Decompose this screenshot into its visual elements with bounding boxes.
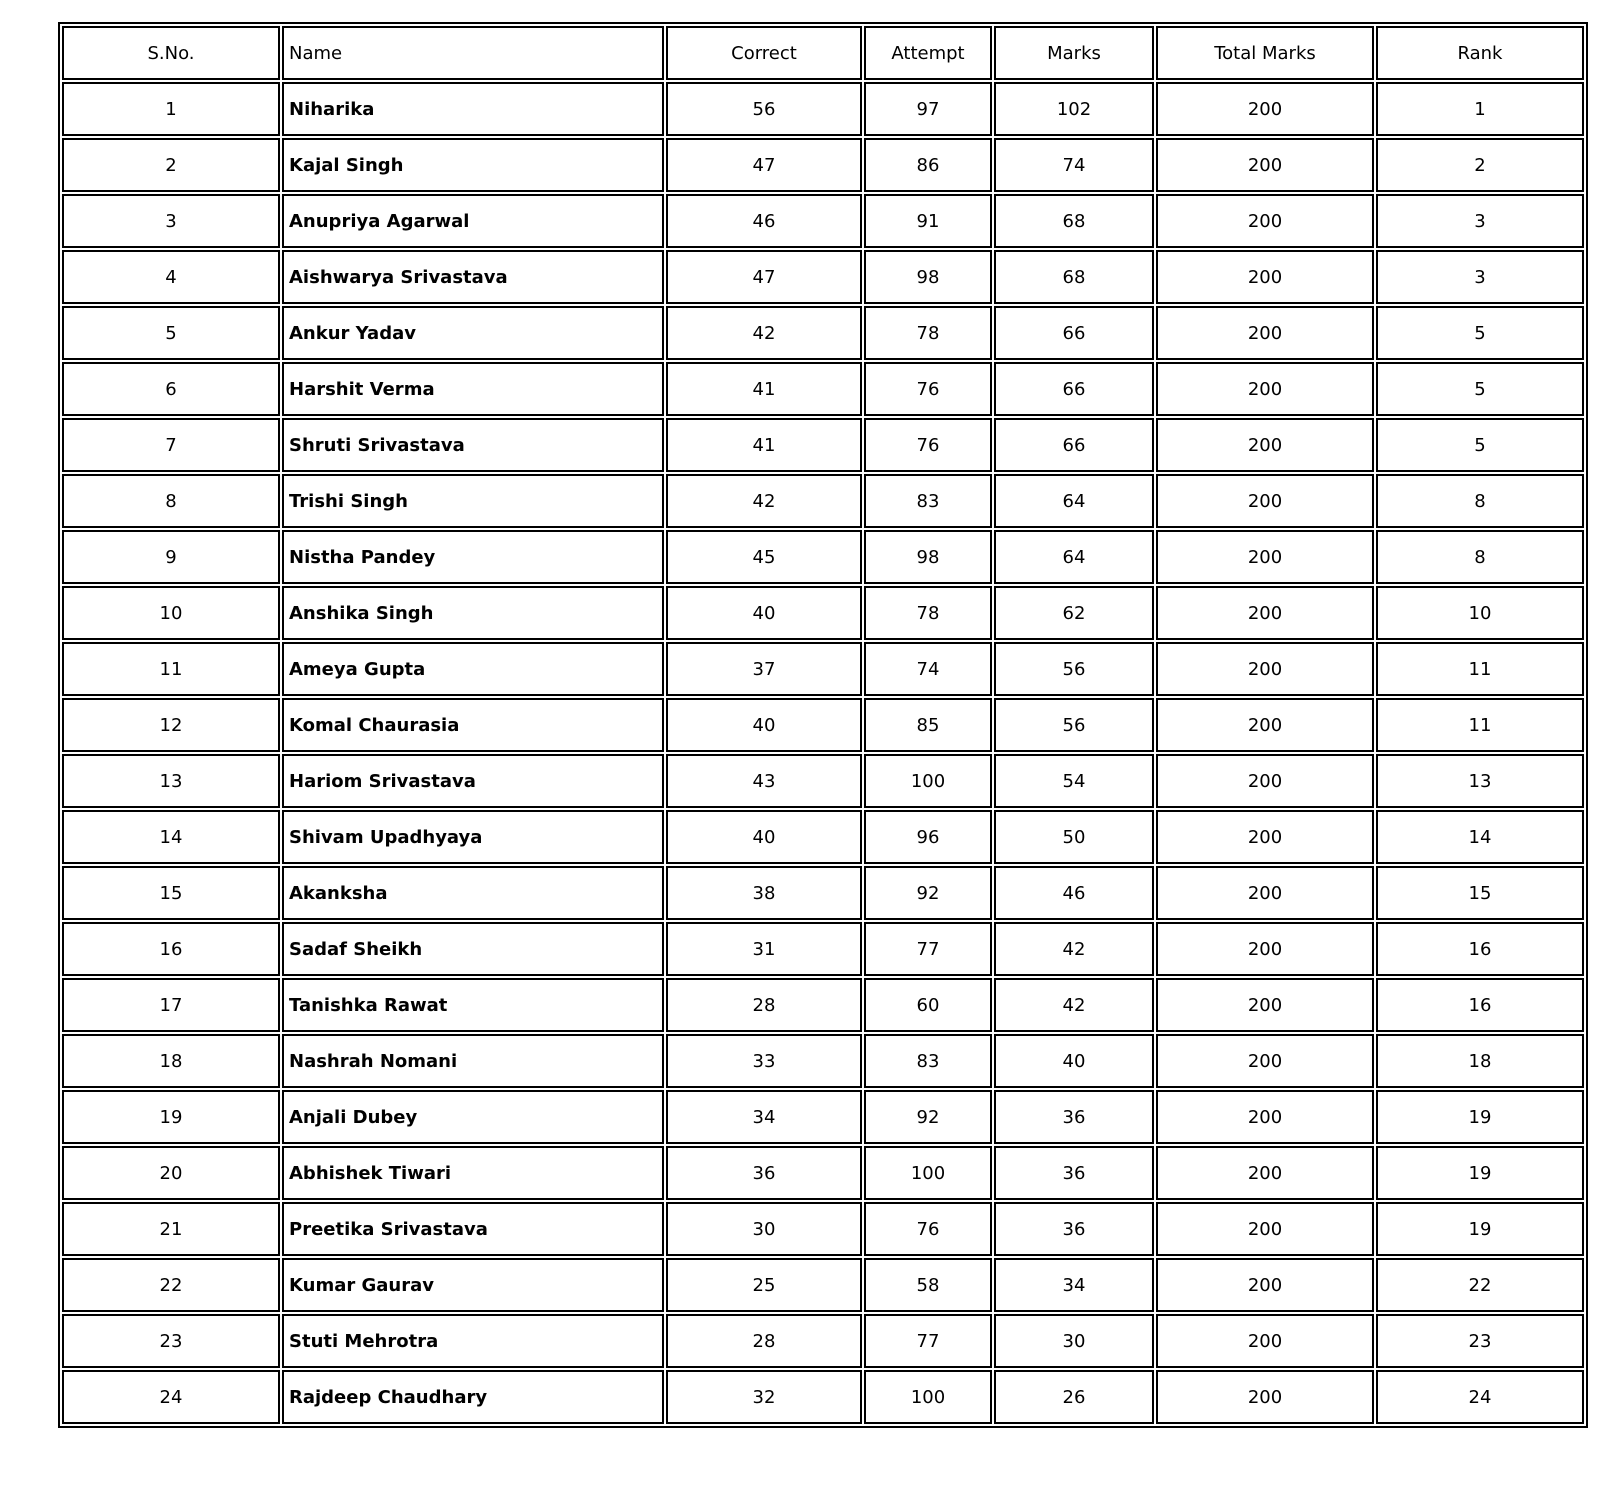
cell-name: Kajal Singh [282,138,664,192]
cell-marks: 54 [994,754,1154,808]
cell-sno: 13 [62,754,280,808]
cell-sno: 4 [62,250,280,304]
cell-name: Anjali Dubey [282,1090,664,1144]
cell-rank: 5 [1376,362,1584,416]
cell-total-marks: 200 [1156,866,1374,920]
cell-rank: 8 [1376,474,1584,528]
cell-total-marks: 200 [1156,922,1374,976]
cell-sno: 22 [62,1258,280,1312]
cell-name: Ankur Yadav [282,306,664,360]
cell-total-marks: 200 [1156,306,1374,360]
cell-name: Ameya Gupta [282,642,664,696]
cell-attempt: 98 [864,530,992,584]
cell-rank: 16 [1376,922,1584,976]
cell-name: Niharika [282,82,664,136]
cell-name: Harshit Verma [282,362,664,416]
cell-total-marks: 200 [1156,978,1374,1032]
cell-marks: 36 [994,1202,1154,1256]
cell-correct: 32 [666,1370,862,1424]
cell-marks: 30 [994,1314,1154,1368]
cell-rank: 19 [1376,1146,1584,1200]
table-row [62,1202,1584,1256]
cell-total-marks: 200 [1156,698,1374,752]
cell-rank: 11 [1376,698,1584,752]
cell-attempt: 97 [864,82,992,136]
cell-marks: 42 [994,978,1154,1032]
cell-correct: 40 [666,698,862,752]
cell-rank: 15 [1376,866,1584,920]
cell-correct: 42 [666,306,862,360]
table-row [62,138,1584,192]
cell-correct: 40 [666,810,862,864]
table-row [62,530,1584,584]
column-header-sno: S.No. [62,26,280,80]
cell-name: Shruti Srivastava [282,418,664,472]
cell-total-marks: 200 [1156,362,1374,416]
cell-name: Kumar Gaurav [282,1258,664,1312]
cell-total-marks: 200 [1156,810,1374,864]
cell-marks: 64 [994,474,1154,528]
cell-total-marks: 200 [1156,530,1374,584]
results-table-body [62,82,1584,1424]
cell-total-marks: 200 [1156,250,1374,304]
cell-sno: 10 [62,586,280,640]
cell-sno: 5 [62,306,280,360]
cell-total-marks: 200 [1156,194,1374,248]
cell-correct: 41 [666,418,862,472]
cell-sno: 21 [62,1202,280,1256]
cell-rank: 24 [1376,1370,1584,1424]
cell-marks: 56 [994,698,1154,752]
cell-total-marks: 200 [1156,418,1374,472]
cell-total-marks: 200 [1156,1090,1374,1144]
column-header-correct: Correct [666,26,862,80]
cell-attempt: 86 [864,138,992,192]
cell-sno: 16 [62,922,280,976]
table-row [62,194,1584,248]
table-row [62,418,1584,472]
table-row [62,250,1584,304]
cell-name: Hariom Srivastava [282,754,664,808]
cell-name: Komal Chaurasia [282,698,664,752]
cell-marks: 42 [994,922,1154,976]
table-row [62,1034,1584,1088]
cell-total-marks: 200 [1156,1034,1374,1088]
cell-correct: 45 [666,530,862,584]
table-row [62,922,1584,976]
cell-marks: 46 [994,866,1154,920]
cell-attempt: 98 [864,250,992,304]
cell-attempt: 78 [864,306,992,360]
cell-correct: 34 [666,1090,862,1144]
table-row [62,1090,1584,1144]
cell-attempt: 77 [864,1314,992,1368]
cell-name: Preetika Srivastava [282,1202,664,1256]
table-row [62,642,1584,696]
table-row [62,698,1584,752]
cell-correct: 25 [666,1258,862,1312]
cell-rank: 22 [1376,1258,1584,1312]
cell-total-marks: 200 [1156,82,1374,136]
cell-rank: 19 [1376,1202,1584,1256]
cell-rank: 2 [1376,138,1584,192]
cell-marks: 26 [994,1370,1154,1424]
cell-rank: 18 [1376,1034,1584,1088]
cell-marks: 66 [994,418,1154,472]
cell-name: Stuti Mehrotra [282,1314,664,1368]
cell-total-marks: 200 [1156,586,1374,640]
cell-name: Rajdeep Chaudhary [282,1370,664,1424]
cell-rank: 13 [1376,754,1584,808]
cell-marks: 102 [994,82,1154,136]
cell-correct: 56 [666,82,862,136]
column-header-attempt: Attempt [864,26,992,80]
cell-correct: 47 [666,138,862,192]
cell-correct: 47 [666,250,862,304]
cell-marks: 36 [994,1090,1154,1144]
cell-rank: 5 [1376,418,1584,472]
cell-correct: 31 [666,922,862,976]
cell-total-marks: 200 [1156,754,1374,808]
cell-attempt: 60 [864,978,992,1032]
cell-name: Anshika Singh [282,586,664,640]
cell-total-marks: 200 [1156,642,1374,696]
cell-rank: 1 [1376,82,1584,136]
cell-attempt: 100 [864,754,992,808]
cell-attempt: 91 [864,194,992,248]
cell-sno: 12 [62,698,280,752]
cell-correct: 41 [666,362,862,416]
cell-marks: 64 [994,530,1154,584]
cell-attempt: 78 [864,586,992,640]
column-header-total-marks: Total Marks [1156,26,1374,80]
cell-name: Sadaf Sheikh [282,922,664,976]
cell-total-marks: 200 [1156,1146,1374,1200]
cell-correct: 40 [666,586,862,640]
cell-sno: 7 [62,418,280,472]
cell-sno: 24 [62,1370,280,1424]
cell-attempt: 77 [864,922,992,976]
cell-correct: 28 [666,978,862,1032]
table-row [62,1314,1584,1368]
cell-attempt: 100 [864,1370,992,1424]
cell-rank: 23 [1376,1314,1584,1368]
cell-total-marks: 200 [1156,1258,1374,1312]
cell-correct: 36 [666,1146,862,1200]
cell-correct: 30 [666,1202,862,1256]
cell-correct: 37 [666,642,862,696]
cell-name: Anupriya Agarwal [282,194,664,248]
cell-marks: 66 [994,306,1154,360]
cell-correct: 43 [666,754,862,808]
table-row [62,1146,1584,1200]
cell-name: Akanksha [282,866,664,920]
cell-marks: 62 [994,586,1154,640]
cell-sno: 19 [62,1090,280,1144]
cell-sno: 17 [62,978,280,1032]
table-row [62,586,1584,640]
header-row [62,26,1584,80]
cell-attempt: 85 [864,698,992,752]
cell-name: Tanishka Rawat [282,978,664,1032]
table-row [62,810,1584,864]
cell-correct: 38 [666,866,862,920]
cell-name: Shivam Upadhyaya [282,810,664,864]
cell-rank: 3 [1376,250,1584,304]
cell-marks: 68 [994,194,1154,248]
cell-sno: 6 [62,362,280,416]
cell-correct: 33 [666,1034,862,1088]
column-header-name: Name [282,26,664,80]
cell-sno: 20 [62,1146,280,1200]
cell-rank: 5 [1376,306,1584,360]
table-row [62,474,1584,528]
cell-attempt: 100 [864,1146,992,1200]
column-header-marks: Marks [994,26,1154,80]
cell-rank: 11 [1376,642,1584,696]
cell-rank: 10 [1376,586,1584,640]
cell-rank: 19 [1376,1090,1584,1144]
cell-rank: 14 [1376,810,1584,864]
cell-total-marks: 200 [1156,474,1374,528]
cell-attempt: 92 [864,866,992,920]
cell-total-marks: 200 [1156,1314,1374,1368]
table-row [62,362,1584,416]
cell-rank: 3 [1376,194,1584,248]
cell-marks: 36 [994,1146,1154,1200]
cell-correct: 46 [666,194,862,248]
cell-attempt: 76 [864,418,992,472]
cell-sno: 8 [62,474,280,528]
cell-marks: 40 [994,1034,1154,1088]
results-table-header [62,26,1584,80]
cell-attempt: 74 [864,642,992,696]
cell-rank: 8 [1376,530,1584,584]
cell-sno: 23 [62,1314,280,1368]
cell-sno: 1 [62,82,280,136]
cell-rank: 16 [1376,978,1584,1032]
table-row [62,1370,1584,1424]
cell-attempt: 92 [864,1090,992,1144]
table-row [62,754,1584,808]
cell-sno: 15 [62,866,280,920]
cell-correct: 28 [666,1314,862,1368]
table-row [62,978,1584,1032]
cell-marks: 56 [994,642,1154,696]
cell-total-marks: 200 [1156,1370,1374,1424]
cell-name: Abhishek Tiwari [282,1146,664,1200]
results-table [58,22,1588,1428]
table-row [62,866,1584,920]
cell-marks: 34 [994,1258,1154,1312]
cell-attempt: 76 [864,362,992,416]
cell-name: Aishwarya Srivastava [282,250,664,304]
cell-sno: 2 [62,138,280,192]
cell-marks: 74 [994,138,1154,192]
cell-correct: 42 [666,474,862,528]
table-row [62,82,1584,136]
cell-total-marks: 200 [1156,1202,1374,1256]
cell-attempt: 83 [864,1034,992,1088]
cell-attempt: 76 [864,1202,992,1256]
cell-attempt: 96 [864,810,992,864]
cell-sno: 3 [62,194,280,248]
cell-sno: 14 [62,810,280,864]
cell-name: Nistha Pandey [282,530,664,584]
cell-sno: 9 [62,530,280,584]
cell-sno: 11 [62,642,280,696]
cell-total-marks: 200 [1156,138,1374,192]
cell-name: Nashrah Nomani [282,1034,664,1088]
cell-marks: 50 [994,810,1154,864]
cell-attempt: 83 [864,474,992,528]
cell-attempt: 58 [864,1258,992,1312]
table-row [62,306,1584,360]
cell-marks: 66 [994,362,1154,416]
cell-name: Trishi Singh [282,474,664,528]
table-row [62,1258,1584,1312]
cell-marks: 68 [994,250,1154,304]
column-header-rank: Rank [1376,26,1584,80]
cell-sno: 18 [62,1034,280,1088]
